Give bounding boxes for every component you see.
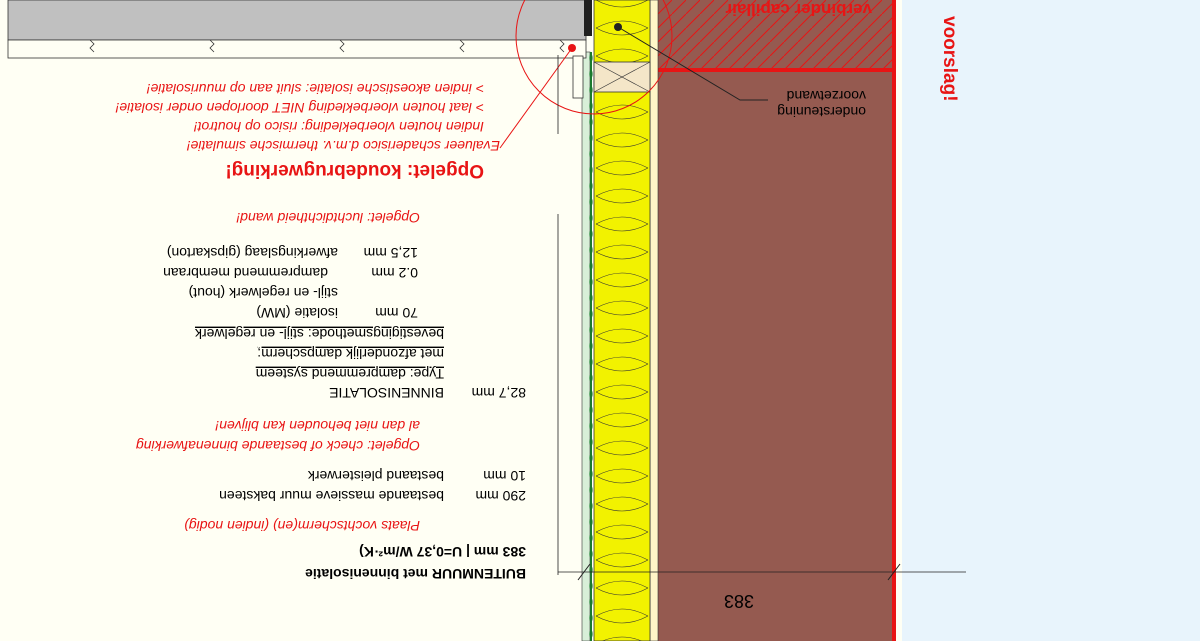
membrane-desc: dampremmend membraan — [163, 265, 328, 281]
layer-1-thickness: 290 mm — [475, 488, 526, 504]
thermal-bridge-line-4: > indien akoestische isolatie: sluit aan op muurisolatie! — [146, 81, 484, 97]
insulation-type-2: met afzonderlijk dampscherm; — [257, 346, 444, 362]
membrane-mark — [589, 406, 592, 414]
membrane-thickness: 0.2 mm — [371, 265, 418, 281]
insulation-thickness: 82,7 mm — [471, 385, 526, 401]
layer-2-thickness: 10 mm — [483, 468, 526, 484]
membrane-mark — [589, 310, 592, 318]
membrane-mark — [589, 598, 592, 606]
membrane-mark — [589, 214, 592, 222]
membrane-mark — [589, 246, 592, 254]
membrane-mark — [589, 230, 592, 238]
brick-wall — [657, 70, 894, 641]
membrane-mark — [589, 518, 592, 526]
membrane-mark — [589, 326, 592, 334]
wall-title: BUITENMUUR met binnenisolatie — [305, 566, 526, 582]
finish-warning-1: Opgelet: check of bestaande binnenafwerking — [135, 438, 420, 454]
floor-finish — [8, 40, 586, 58]
wall-summary: 383 mm | U=0,37 W/m²·K) — [359, 544, 526, 560]
thermal-bridge-heading: Opgelet: koudebrugwerking! — [225, 160, 484, 181]
finish-desc: afwerkingslaag (gipskarton) — [166, 245, 338, 261]
airtight-note: Opgelet: luchtdichtheid wand! — [236, 210, 420, 226]
membrane-mark — [589, 614, 592, 622]
support-label-2: voorzetwand — [786, 88, 866, 104]
finish-thickness: 12,5 mm — [363, 245, 418, 261]
plaster-layer — [650, 0, 658, 641]
membrane-mark — [589, 470, 592, 478]
membrane-mark — [589, 566, 592, 574]
membrane-mark — [589, 54, 592, 62]
iso-desc: isolatie (MW) — [256, 305, 338, 321]
insulation-type-1: Type: dampremmend systeem — [255, 366, 444, 382]
dimension-label: 383 — [723, 591, 754, 611]
capillary-label: verbinder capillair — [725, 0, 872, 19]
insulation-method: bevestigingsmethode: stijl- en regelwerk — [194, 326, 444, 342]
membrane-mark — [589, 102, 592, 110]
thermal-bridge-line-3: > laat houten vloerbekleding NIET doorlopen onder isolatie! — [115, 100, 484, 116]
membrane-mark — [589, 534, 592, 542]
membrane-mark — [589, 502, 592, 510]
membrane-mark — [589, 86, 592, 94]
layer-2-desc: bestaand pleisterwerk — [307, 468, 444, 484]
moisture-note: Plaats vochtscherm(en) (indien nodig) — [184, 518, 420, 534]
membrane-mark — [589, 262, 592, 270]
iso-thickness: 70 mm — [375, 305, 418, 321]
thermal-bridge-line-1: Evalueer schaderisico d.m.v. thermische simulatie! — [186, 138, 500, 154]
membrane-mark — [589, 582, 592, 590]
membrane-mark — [589, 358, 592, 366]
membrane-mark — [589, 118, 592, 126]
membrane-mark — [589, 374, 592, 382]
membrane-mark — [589, 390, 592, 398]
membrane-mark — [589, 294, 592, 302]
membrane-mark — [589, 166, 592, 174]
membrane-mark — [589, 438, 592, 446]
membrane-mark — [589, 134, 592, 142]
gypsum-board — [582, 52, 590, 641]
membrane-mark — [589, 182, 592, 190]
detail-leader — [500, 48, 572, 148]
membrane-mark — [589, 454, 592, 462]
membrane-mark — [589, 630, 592, 638]
proposal-text: voorslag! — [939, 16, 960, 102]
membrane-mark — [589, 486, 592, 494]
frame-desc: stijl- en regelwerk (hout) — [188, 285, 338, 301]
floor-slab — [8, 0, 586, 40]
membrane-mark — [589, 278, 592, 286]
membrane-mark — [589, 342, 592, 350]
membrane-mark — [589, 422, 592, 430]
membrane-mark — [589, 150, 592, 158]
support-label-1: ondersteuning — [777, 104, 866, 120]
layer-1-desc: bestaande massieve muur baksteen — [219, 488, 444, 504]
thermal-bridge-line-2: Indien houten vloerbekleding: risico op houtrot! — [193, 119, 484, 135]
finish-warning-2: al dan niet behouden kan blijven! — [215, 418, 420, 434]
insulation-layer — [594, 0, 650, 641]
edge-strip — [584, 0, 592, 36]
membrane-mark — [589, 70, 592, 78]
membrane-mark — [589, 550, 592, 558]
skirting — [573, 56, 583, 98]
membrane-mark — [589, 198, 592, 206]
insulation-title: BINNENISOLATIE — [329, 385, 444, 401]
